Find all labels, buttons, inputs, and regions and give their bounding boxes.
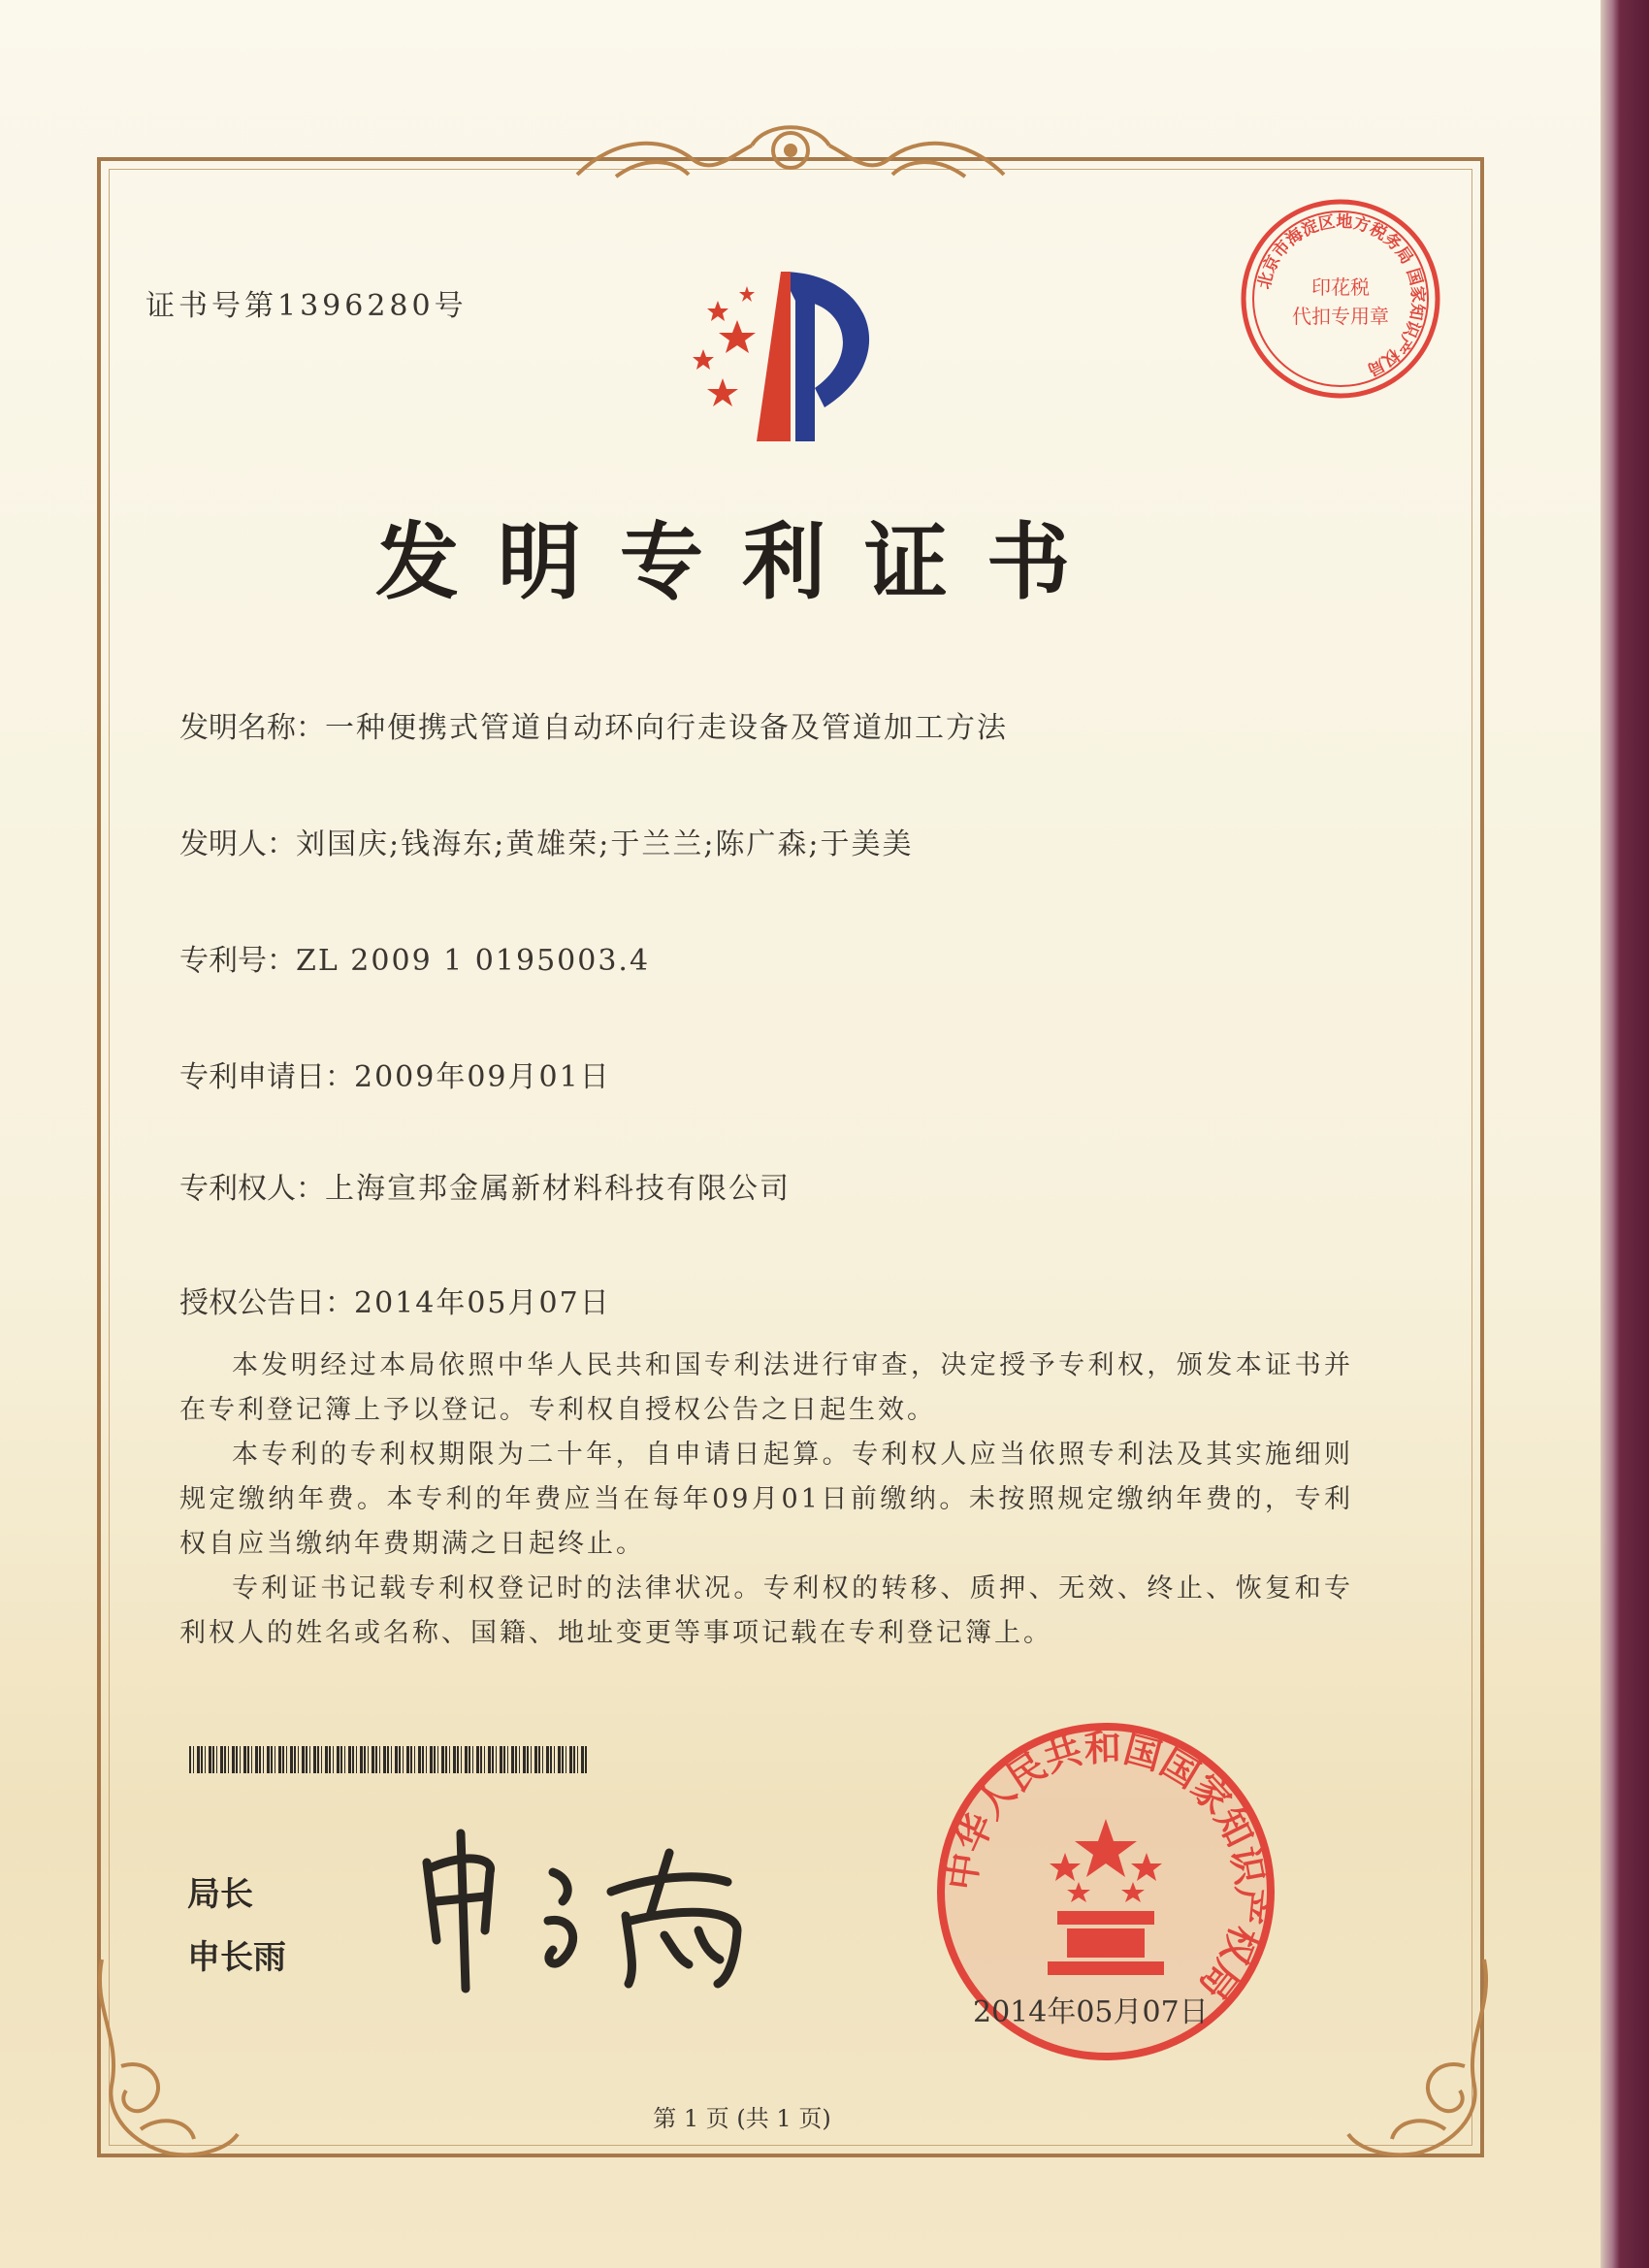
body-paragraph-3: 专利证书记载专利权登记时的法律状况。专利权的转移、质押、无效、终止、恢复和专利权人的姓名或名称、国籍、地址变更等事项记载在专利登记簿上。 bbox=[179, 1573, 1353, 1648]
body-paragraph-1: 本发明经过本局依照中华人民共和国专利法进行审查，决定授予专利权，颁发本证书并在专利登记簿上予以登记。专利权自授权公告之日起生效。 bbox=[179, 1350, 1353, 1425]
tax-stamp-center-2: 代扣专用章 bbox=[1292, 305, 1389, 328]
field-value: 2009年09月01日 bbox=[354, 1060, 611, 1094]
certificate-body-text bbox=[179, 1344, 1353, 1656]
field-label: 专利申请日： bbox=[179, 1060, 354, 1094]
director-signature bbox=[407, 1824, 815, 1998]
tax-stamp-seal bbox=[1234, 192, 1447, 405]
field-value: 2014年05月07日 bbox=[354, 1286, 611, 1320]
certificate-title: 发明专利证书 bbox=[375, 513, 1109, 611]
seal-ring-text: 中华人民共和国国家知识产权局 bbox=[940, 1726, 1273, 2008]
certificate-number: 证书号第1396280号 bbox=[146, 289, 468, 323]
bottom-left-ornament bbox=[82, 1950, 247, 2173]
page-footer: 第 1 页 (共 1 页) bbox=[653, 2105, 831, 2132]
bottom-right-ornament bbox=[1339, 1950, 1504, 2173]
patent-office-logo bbox=[669, 262, 922, 456]
field-label: 发明名称： bbox=[179, 711, 325, 745]
binding-spine bbox=[1600, 0, 1649, 2268]
field-value: 刘国庆;钱海东;黄雄荣;于兰兰;陈广森;于美美 bbox=[296, 827, 914, 861]
barcode bbox=[189, 1746, 589, 1773]
field-grant-date bbox=[179, 1279, 611, 1321]
top-ornament bbox=[558, 116, 1023, 194]
field-value: ZL 2009 1 0195003.4 bbox=[296, 944, 651, 978]
field-value: 一种便携式管道自动环向行走设备及管道加工方法 bbox=[325, 711, 1008, 745]
field-label: 授权公告日： bbox=[179, 1286, 354, 1320]
field-label: 专利号： bbox=[179, 944, 296, 978]
field-label: 专利权人： bbox=[179, 1172, 325, 1206]
tax-stamp-center-1: 印花税 bbox=[1311, 275, 1370, 299]
field-patentee bbox=[179, 1164, 791, 1207]
body-paragraph-2: 本专利的专利权期限为二十年，自申请日起算。专利权人应当依照专利法及其实施细则规定缴纳年费。本专利的年费应当在每年09月01日前缴纳。未按照规定缴纳年费的，专利权自应当缴纳年费期满之日起终止。 bbox=[179, 1440, 1353, 1559]
field-value: 上海宣邦金属新材料科技有限公司 bbox=[325, 1172, 791, 1206]
field-label: 发明人： bbox=[179, 827, 296, 861]
tax-stamp-ring-text: 北京市海淀区地方税务局 国家知识产权局 bbox=[1254, 211, 1428, 379]
field-patent-number bbox=[179, 936, 650, 979]
director-name: 申长雨 bbox=[187, 1938, 286, 1977]
field-invention-name bbox=[179, 703, 1008, 746]
field-inventors bbox=[179, 820, 914, 862]
seal-date: 2014年05月07日 bbox=[973, 1995, 1209, 2029]
field-application-date bbox=[179, 1053, 611, 1095]
director-title: 局长 bbox=[187, 1875, 253, 1914]
